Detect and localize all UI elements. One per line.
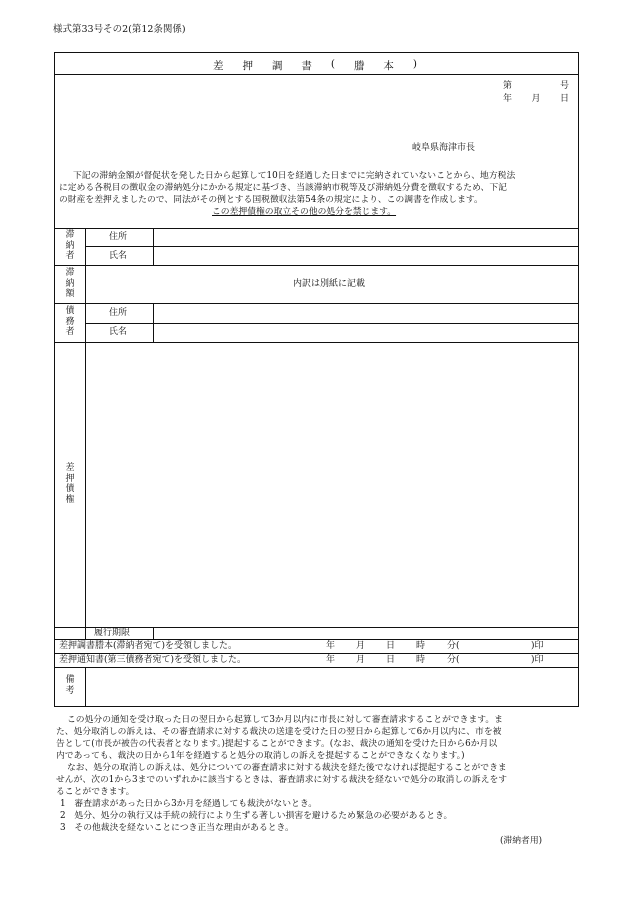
intro-line: の財産を差押えましたので、同法がその例とする国税徴収法第54条の規定により、この調書を作成します。 (59, 195, 483, 205)
row-divider (55, 667, 578, 668)
arrears-value: 内訳は別紙に記載 (293, 279, 366, 289)
issuer-name: 岐阜県海津市長 (412, 143, 476, 153)
title-char: 謄 (353, 60, 365, 72)
taxpayer-name-label: 氏名 (109, 251, 128, 261)
receipt-day: 日 (386, 641, 396, 651)
debtor-address-label: 住所 (109, 308, 128, 318)
label-char: 債 (65, 306, 75, 316)
label-char: 考 (65, 685, 75, 696)
title-char: 本 (383, 60, 394, 72)
seized-credit-label (64, 463, 76, 505)
date-year: 年 (503, 94, 513, 104)
document-frame (54, 52, 579, 707)
receipt-minute: 分( (447, 641, 460, 651)
title-char: ( (330, 58, 335, 70)
label-char: 納 (65, 278, 75, 289)
row-divider (85, 323, 578, 324)
label-char: 権 (65, 494, 75, 505)
label-char: 務 (65, 316, 75, 327)
receipt-tax-copy: 差押調書謄本(滞納者宛て)を受領しました。 (59, 641, 238, 651)
field-column-divider (153, 228, 154, 265)
footer-note: た、処分取消しの訴えは、その審査請求に対する裁決の送達を受けた日の翌日から起算して6か月以内に、市を被 (56, 727, 502, 737)
form-code: 様式第33号その2(第12条関係) (53, 24, 186, 35)
document-number (503, 78, 569, 91)
receipt-hour: 時 (416, 641, 426, 651)
debtor-name-label: 氏名 (109, 327, 128, 337)
footer-note: この処分の通知を受け取った日の翌日から起算して3か月以内に市長に対して審査請求することができます。ま (67, 715, 503, 725)
receipt-day: 日 (386, 655, 396, 665)
footer-note: 内であっても、裁決の日から1年を経過すると処分の取消しの訴えを提起することができなくなります。) (56, 751, 465, 761)
copy-for-label: (滞納者用) (500, 836, 543, 846)
label-char: 滞 (65, 230, 75, 240)
row-divider (55, 627, 578, 628)
receipt-hour: 時 (416, 655, 426, 665)
document-title (213, 58, 417, 73)
number-prefix: 第 (503, 81, 513, 91)
footer-note: ることができます。 (56, 787, 135, 797)
title-char: 調 (271, 60, 283, 72)
title-char: 差 (213, 60, 224, 72)
receipt-month: 月 (356, 641, 366, 651)
arrears-label (64, 268, 76, 300)
intro-line: に定める各税目の徴収金の滞納処分にかかる規定に基づき、当該滞納市税等及び滞納処分費を徴収するため、下記 (59, 183, 507, 193)
footer-item: 3 その他裁決を経ないことにつき正当な理由があるとき。 (60, 823, 294, 833)
label-char: 債 (65, 484, 75, 495)
footer-note: せんが、次の1から3までのいずれかに該当するときは、審査請求に対する裁決を経ないで処分の取消しの訴えをす (56, 775, 508, 785)
taxpayer-address-label: 住所 (109, 232, 128, 242)
row-divider (55, 639, 578, 640)
label-char: 差 (65, 463, 75, 473)
intro-line: 下記の滞納金額が督促状を発した日から起算して10日を経過した日までに完納されていないことから、地方税法 (73, 171, 516, 181)
prohibition-notice: この差押債権の取立その他の処分を禁じます。 (212, 207, 397, 217)
row-divider (55, 228, 578, 229)
receipt-month: 月 (356, 655, 366, 665)
receipt-minute: 分( (447, 655, 460, 665)
label-char: 押 (65, 473, 75, 484)
footer-item: 2 処分、処分の執行又は手続の続行により生ずる著しい損害を避けるため緊急の必要があるとき。 (60, 811, 453, 821)
label-char: 納 (65, 240, 75, 251)
label-char: 滞 (65, 268, 75, 278)
footer-item: 1 審査請求があった日から3か月を経過しても裁決がないとき。 (60, 799, 318, 809)
row-divider (85, 246, 578, 247)
document-date (503, 91, 569, 104)
label-char: 備 (65, 675, 75, 685)
title-divider (55, 74, 578, 75)
row-divider (55, 653, 578, 654)
debtor-label (64, 306, 76, 338)
receipt-seal: )印 (531, 641, 544, 651)
field-column-divider (153, 627, 154, 639)
label-char: 者 (65, 327, 75, 338)
date-month: 月 (531, 94, 541, 104)
receipt-debtor-notice: 差押通知書(第三債務者宛て)を受領しました。 (59, 655, 247, 665)
receipt-year: 年 (326, 655, 336, 665)
row-divider (55, 342, 578, 343)
title-char: 書 (301, 60, 312, 72)
field-column-divider (153, 303, 154, 342)
row-divider (55, 265, 578, 266)
taxpayer-label (64, 230, 76, 262)
label-char: 額 (65, 289, 75, 300)
title-char: 押 (242, 60, 253, 72)
date-day: 日 (559, 94, 569, 104)
label-column-divider (85, 228, 86, 639)
receipt-seal: )印 (531, 655, 544, 665)
receipt-year: 年 (326, 641, 336, 651)
footer-note: なお、処分の取消しの訴えは、処分についての審査請求に対する裁決を経た後でなければ提起することができま (67, 763, 507, 773)
row-divider (55, 303, 578, 304)
label-column-divider (85, 667, 86, 706)
number-suffix: 号 (559, 81, 569, 91)
footer-note: 告として(市長が被告の代表者となります。)提起することができます。(なお、裁決の通知を受けた日から6か月以 (56, 739, 498, 749)
title-char: ) (412, 58, 417, 70)
due-date-label: 履行期限 (94, 628, 131, 638)
remarks-label (64, 675, 76, 696)
label-char: 者 (65, 251, 75, 262)
